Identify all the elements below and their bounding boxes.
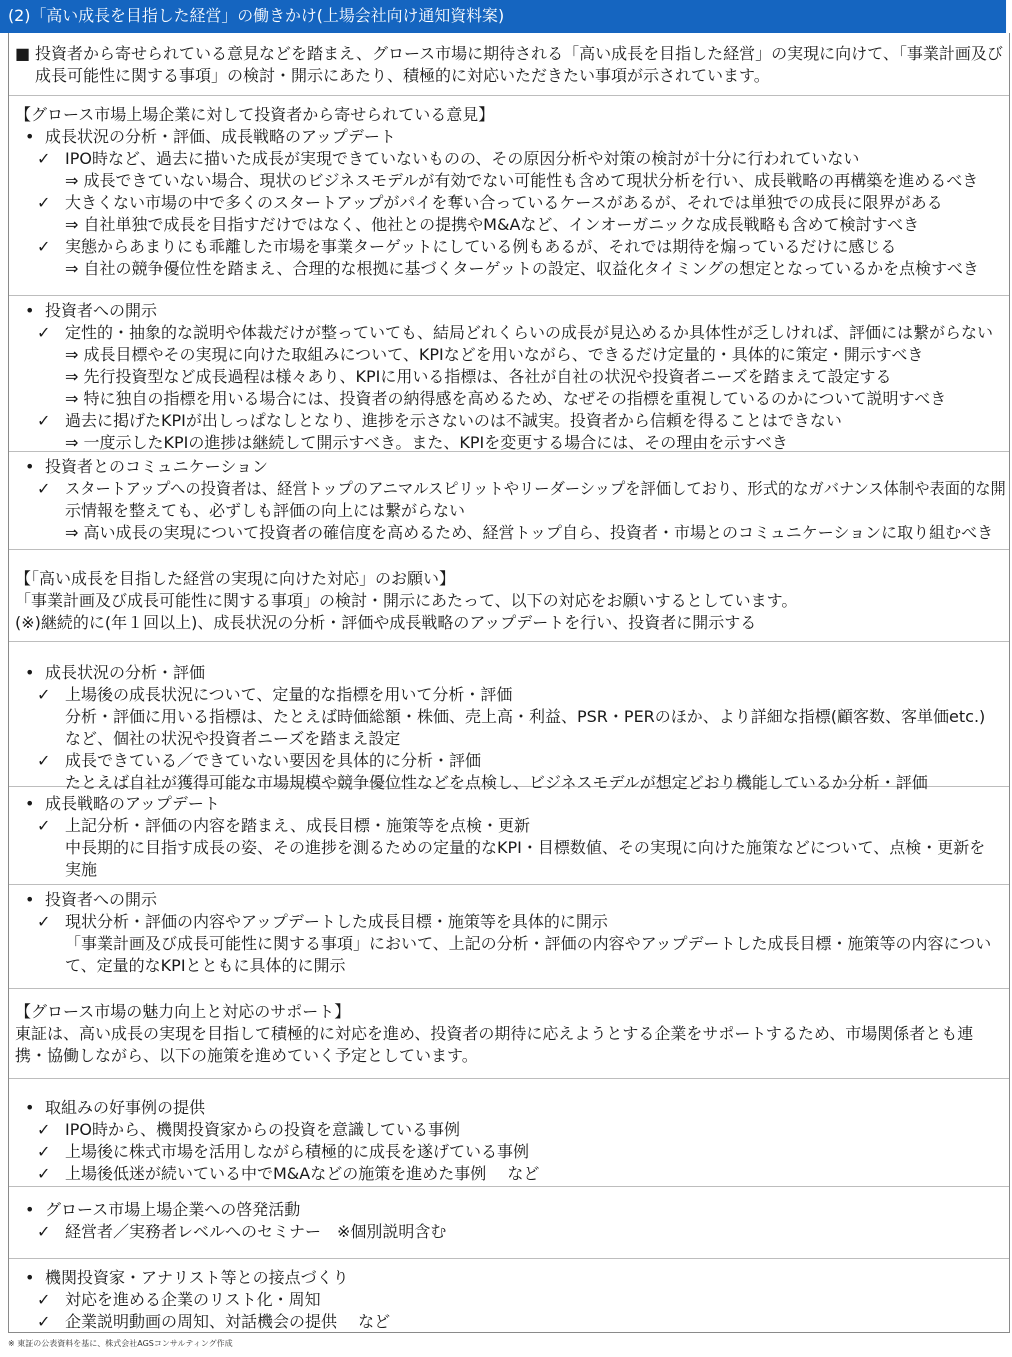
- disclosure-opinion-1-action-c: ⇒ 特に独自の指標を用いる場合には、投資者の納得感を高めるため、なぜその指標を重視しているのかについて説明すべき: [65, 389, 947, 408]
- support-cases-section: [9, 1079, 1009, 1187]
- analysis-item-1-detail: 分析・評価に用いる指標は、たとえば時価総額・株価、売上高・利益、PSR・PERのほか、より詳細な指標(顧客数、客単価etc.): [65, 707, 986, 726]
- check-icon: ✓: [37, 1312, 51, 1331]
- strategy-item-1-detail-cont: 実施: [65, 860, 98, 879]
- contact-item-2: 企業説明動画の周知、対話機会の提供 など: [65, 1312, 391, 1331]
- bullet-icon: •: [25, 890, 35, 909]
- disclose-topic-title: 投資者への開示: [45, 890, 158, 909]
- support-awareness-section: [9, 1187, 1009, 1259]
- disclose-item-1: 現状分析・評価の内容やアップデートした成長目標・施策等を具体的に開示: [65, 912, 608, 931]
- strategy-topic-title: 成長戦略のアップデート: [45, 794, 220, 813]
- bullet-icon: •: [25, 457, 35, 476]
- disclose-item-1-detail-cont: て、定量的なKPIとともに具体的に開示: [65, 956, 346, 975]
- opinions-growth-section: [9, 96, 1009, 296]
- check-icon: ✓: [37, 1222, 51, 1241]
- check-icon: ✓: [37, 1120, 51, 1139]
- support-heading: 【グロース市場の魅力向上と対応のサポート】: [15, 1002, 351, 1021]
- bullet-icon: •: [25, 1098, 35, 1117]
- intro-line-1: 投資者から寄せられている意見などを踏まえ、グロース市場に期待される「高い成長を目指した経営」の実現に向けて、「事業計画及び: [35, 44, 1003, 63]
- content-frame: [8, 33, 1010, 1333]
- opinions-disclosure-section: [9, 296, 1009, 452]
- bullet-icon: •: [25, 663, 35, 682]
- awareness-topic-title: グロース市場上場企業への啓発活動: [45, 1200, 301, 1219]
- growth-opinion-3: 実態からあまりにも乖離した市場を事業ターゲットにしている例もあるが、それでは期待を煽っているだけに感じる: [65, 237, 897, 256]
- request-intro-section: [9, 550, 1009, 642]
- contact-item-1: 対応を進める企業のリスト化・周知: [65, 1290, 321, 1309]
- disclosure-opinion-1: 定性的・抽象的な説明や体裁だけが整っていても、結局どれくらいの成長が見込めるか具体性が乏しければ、評価には繋がらない: [65, 323, 994, 342]
- cases-item-3: 上場後低迷が続いている中でM&Aなどの施策を進めた事例 など: [65, 1164, 540, 1183]
- cases-item-2: 上場後に株式市場を活用しながら積極的に成長を遂げている事例: [65, 1142, 530, 1161]
- check-icon: ✓: [37, 1290, 51, 1309]
- strategy-item-1: 上記分析・評価の内容を踏まえ、成長目標・施策等を点検・更新: [65, 816, 530, 835]
- source-footnote: ※ 東証の公表資料を基に、株式会社AGSコンサルティング作成: [8, 1339, 233, 1348]
- check-icon: ✓: [37, 1164, 51, 1183]
- request-strategy-section: [9, 787, 1009, 885]
- growth-opinion-2: 大きくない市場の中で多くのスタートアップがパイを奪い合っているケースがあるが、それでは単独での成長に限界がある: [65, 193, 943, 212]
- support-line-2: 携・協働しながら、以下の施策を進めていく予定としています。: [15, 1046, 478, 1065]
- disclosure-opinion-1-action-a: ⇒ 成長目標やその実現に向けた取組みについて、KPIなどを用いながら、できるだけ定量的・具体的に策定・開示すべき: [65, 345, 924, 364]
- bullet-icon: •: [25, 127, 35, 146]
- analysis-item-1: 上場後の成長状況について、定量的な指標を用いて分析・評価: [65, 685, 513, 704]
- communication-opinion-1-action: ⇒ 高い成長の実現について投資者の確信度を高めるため、経営トップ自ら、投資者・市場とのコミュニケーションに取り組むべき: [65, 523, 994, 542]
- page-title: (2)「高い成長を目指した経営」の働きかけ(上場会社向け通知資料案): [0, 0, 1006, 33]
- growth-opinion-2-action: ⇒ 自社単独で成長を目指すだけではなく、他社との提携やM&Aなど、インオーガニックな成長戦略も含めて検討すべき: [65, 215, 920, 234]
- growth-opinion-1-action: ⇒ 成長できていない場合、現状のビジネスモデルが有効でない可能性も含めて現状分析を行い、成長戦略の再構築を進めるべき: [65, 171, 979, 190]
- disclosure-opinion-2-action: ⇒ 一度示したKPIの進捗は継続して開示すべき。また、KPIを変更する場合には、その理由を示すべき: [65, 433, 788, 452]
- check-icon: ✓: [37, 912, 51, 931]
- intro-line-2: 成長可能性に関する事項」の検討・開示にあたり、積極的に対応いただきたい事項が示されています。: [35, 66, 770, 85]
- check-icon: ✓: [37, 816, 51, 835]
- support-intro-section: [9, 989, 1009, 1079]
- cases-item-1: IPO時から、機関投資家からの投資を意識している事例: [65, 1120, 460, 1139]
- bullet-icon: •: [25, 1200, 35, 1219]
- support-contact-section: [9, 1259, 1009, 1333]
- analysis-item-1-detail-cont: など、個社の状況や投資者ニーズを踏まえ設定: [65, 729, 401, 748]
- strategy-item-1-detail: 中長期的に目指す成長の姿、その進捗を測るための定量的なKPI・目標数値、その実現に向けた施策などについて、点検・更新を: [65, 838, 986, 857]
- analysis-item-2-detail: たとえば自社が獲得可能な市場規模や競争優位性などを点検し、ビジネスモデルが想定どおり機能しているか分析・評価: [65, 773, 928, 792]
- check-icon: ✓: [37, 149, 51, 168]
- communication-opinion-1-cont: 示情報を整えても、必ずしも評価の向上には繋がらない: [65, 501, 466, 520]
- growth-topic-title: 成長状況の分析・評価、成長戦略のアップデート: [45, 127, 396, 146]
- check-icon: ✓: [37, 411, 51, 430]
- check-icon: ✓: [37, 685, 51, 704]
- request-analysis-section: [9, 642, 1009, 792]
- awareness-item-1: 経営者／実務者レベルへのセミナー ※個別説明含む: [65, 1222, 447, 1241]
- check-icon: ✓: [37, 751, 51, 770]
- check-icon: ✓: [37, 1142, 51, 1161]
- request-line-1: 「事業計画及び成長可能性に関する事項」の検討・開示にあたって、以下の対応をお願いするとしています。: [15, 591, 798, 610]
- communication-opinion-1: スタートアップへの投資者は、経営トップのアニマルスピリットやリーダーシップを評価しており、形式的なガバナンス体制や表面的な開: [65, 479, 1006, 498]
- growth-opinion-1: IPO時など、過去に描いた成長が実現できていないものの、その原因分析や対策の検討が十分に行われていない: [65, 149, 860, 168]
- communication-topic-title: 投資者とのコミュニケーション: [45, 457, 269, 476]
- check-icon: ✓: [37, 479, 51, 498]
- bullet-icon: •: [25, 301, 35, 320]
- request-line-2: (※)継続的に(年１回以上)、成長状況の分析・評価や成長戦略のアップデートを行い、投資者に開示する: [15, 613, 757, 632]
- square-bullet-icon: ■: [15, 44, 31, 63]
- support-line-1: 東証は、高い成長の実現を目指して積極的に対応を進め、投資者の期待に応えようとする企業をサポートするため、市場関係者とも連: [15, 1024, 974, 1043]
- growth-opinion-3-action: ⇒ 自社の競争優位性を踏まえ、合理的な根拠に基づくターゲットの設定、収益化タイミングの想定となっているかを点検すべき: [65, 259, 979, 278]
- opinions-communication-section: [9, 452, 1009, 550]
- disclosure-opinion-1-action-b: ⇒ 先行投資型など成長過程は様々あり、KPIに用いる指標は、各社が自社の状況や投資者ニーズを踏まえて設定する: [65, 367, 892, 386]
- check-icon: ✓: [37, 237, 51, 256]
- request-heading: 【「高い成長を目指した経営の実現に向けた対応」のお願い】: [15, 569, 456, 588]
- analysis-item-2: 成長できている／できていない要因を具体的に分析・評価: [65, 751, 482, 770]
- analysis-topic-title: 成長状況の分析・評価: [45, 663, 206, 682]
- cases-topic-title: 取組みの好事例の提供: [45, 1098, 206, 1117]
- contact-topic-title: 機関投資家・アナリスト等との接点づくり: [45, 1268, 349, 1287]
- bullet-icon: •: [25, 794, 35, 813]
- disclose-item-1-detail: 「事業計画及び成長可能性に関する事項」において、上記の分析・評価の内容やアップデートした成長目標・施策等の内容につい: [65, 934, 992, 953]
- opinions-heading: 【グロース市場上場企業に対して投資者から寄せられている意見】: [15, 105, 495, 124]
- disclosure-opinion-2: 過去に掲げたKPIが出しっぱなしとなり、進捗を示さないのは不誠実。投資者から信頼を得ることはできない: [65, 411, 842, 430]
- intro-section: [9, 33, 1009, 96]
- request-disclose-section: [9, 885, 1009, 989]
- bullet-icon: •: [25, 1268, 35, 1287]
- check-icon: ✓: [37, 193, 51, 212]
- disclosure-topic-title: 投資者への開示: [45, 301, 158, 320]
- check-icon: ✓: [37, 323, 51, 342]
